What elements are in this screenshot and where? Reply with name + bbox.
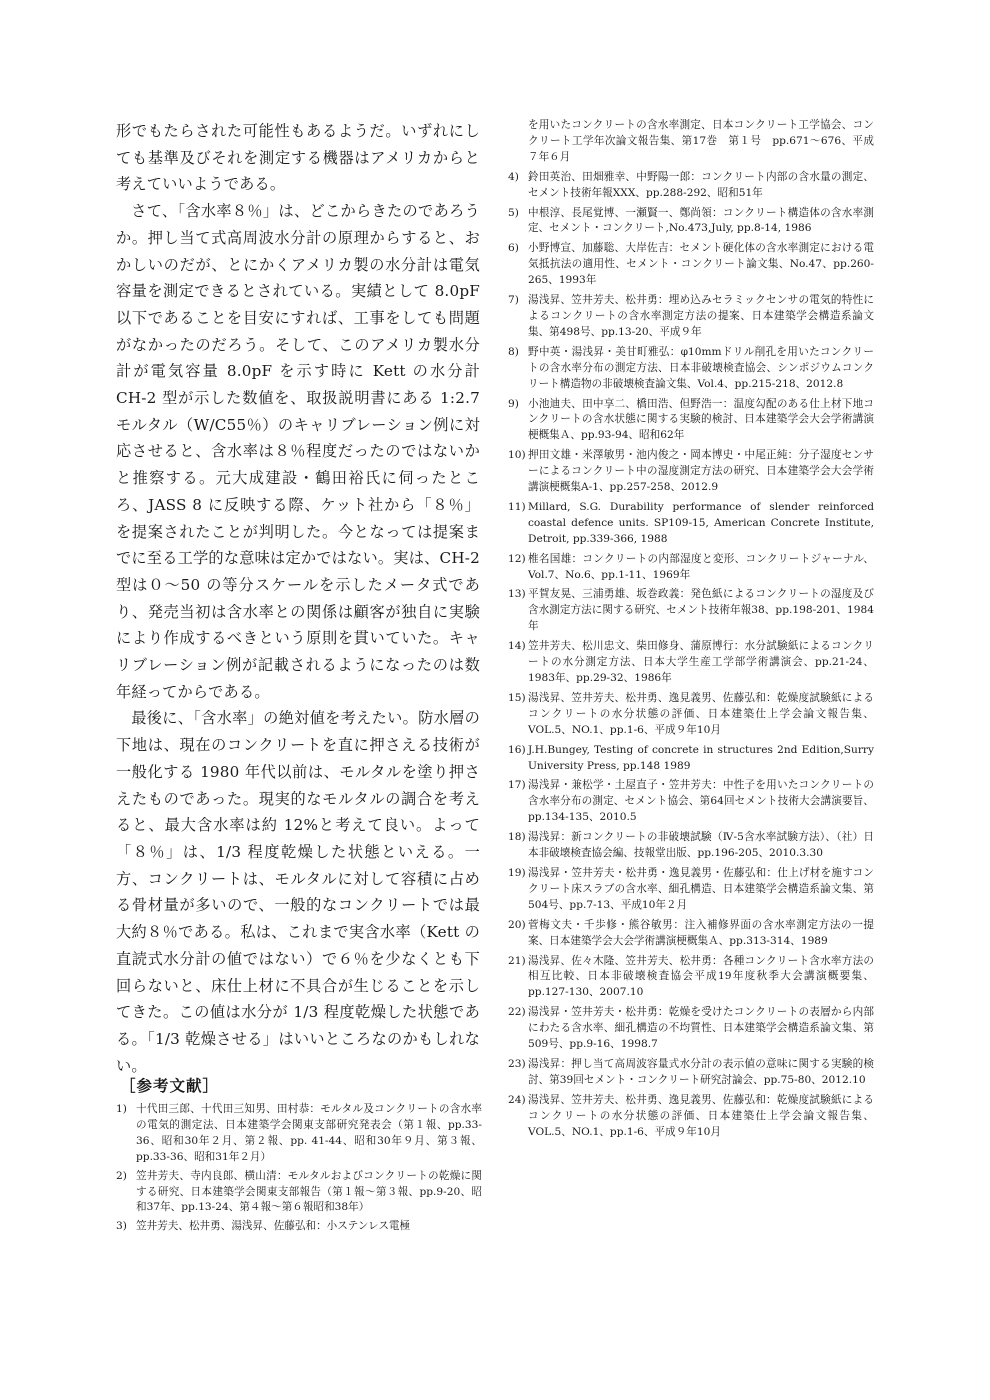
- reference-text: 湯浅昇・笠井芳夫・松井勇：乾燥を受けたコンクリートの表層から内部にわたる含水率、細孔構造の不均質性、日本建築学会構造系論文集、第509号、pp.9-16、1998.7: [528, 1006, 874, 1051]
- reference-number: 8): [508, 345, 519, 358]
- reference-continuation: [508, 118, 874, 166]
- reference-text: 笠井芳夫、松井勇、湯浅昇、佐藤弘和：小ステンレス電極: [136, 1220, 411, 1233]
- reference-item: [508, 639, 874, 687]
- reference-number: 19): [508, 866, 526, 879]
- reference-number: 23): [508, 1057, 526, 1070]
- reference-text: 湯浅昇、笠井芳夫、松井勇：埋め込みセラミックセンサの電気的特性によるコンクリートの含水率測定方法の提案、日本建築学会構造系論文集、第498号、pp.13-20、平成９年: [528, 294, 874, 338]
- reference-text: 湯浅昇、佐々木隆、笠井芳夫、松井勇：各種コンクリート含水率方法の相互比較、日本非破壊検査協会平成19年度秋季大会講演概要集、pp.127-130、2007.10: [528, 954, 874, 999]
- reference-item: [508, 743, 874, 775]
- reference-number: 18): [508, 831, 526, 844]
- reference-item: [508, 1093, 874, 1141]
- reference-number: 14): [508, 640, 526, 653]
- reference-number: 1): [116, 1103, 127, 1115]
- reference-number: 4): [508, 170, 519, 183]
- reference-text: 十代田三郎、十代田三知男、田村恭：モルタル及コンクリートの含水率の電気的測定法、日本建築学会関東支部研究発表会（第１報、pp.33-36、昭和30年２月、第２報、pp. 41-44、昭和30年９月、第３報、pp.33-36、昭和31年２月）: [136, 1103, 482, 1163]
- reference-text: 平賀友晃、三浦勇雄、坂巻政義：発色紙によるコンクリートの湿度及び含水測定方法に関する研究、セメント技術年報38、pp.198-201、1984年: [528, 588, 874, 633]
- reference-number: 11): [508, 500, 526, 513]
- reference-number: 20): [508, 918, 526, 931]
- reference-text: 湯浅昇、笠井芳夫、松井勇、逸見義男、佐藤弘和：乾燥度試験紙によるコンクリートの水分状態の評価、日本建築仕上学会論文報告集、VOL.5、NO.1、pp.1-6、平成９年10月: [528, 1093, 874, 1138]
- reference-item: [508, 397, 874, 445]
- reference-text: 湯浅昇・笠井芳夫・松井勇・逸見義男・佐藤弘和：仕上げ材を施すコンクリート床スラブの含水率、細孔構造、日本建築学会構造系論文集、第504号、pp.7-13、平成10年２月: [528, 866, 874, 911]
- reference-item: [508, 587, 874, 635]
- reference-number: 15): [508, 691, 526, 704]
- reference-text: 湯浅昇：新コンクリートの非破壊試験（Ⅳ-5含水率試験方法）、（社）日本非破壊検査協会編、技報堂出版、pp.196-205、2010.3.30: [528, 831, 874, 860]
- reference-item: [508, 293, 874, 341]
- reference-text: 湯浅昇：押し当て高周波容量式水分計の表示値の意味に関する実験的検討、第39回セメント・コンクリート研究討論会、pp.75-80、2012.10: [528, 1057, 874, 1086]
- reference-text: 小野博宣、加藤聡、大岸佐吉：セメント硬化体の含水率測定における電気抵抗法の適用性、セメント・コンクリート論文集、No.47、pp.260-265、1993年: [528, 242, 874, 287]
- reference-text: 菅梅文夫・千歩修・熊谷敏男：注入補修界面の含水率測定方法の一提案、日本建築学会大会学術講演梗概集Ａ、pp.313-314、1989: [528, 918, 874, 947]
- reference-item: [508, 500, 874, 548]
- reference-list-right: [508, 118, 874, 1144]
- reference-item: [508, 830, 874, 862]
- reference-number: 21): [508, 954, 526, 967]
- reference-item: [116, 1102, 482, 1166]
- reference-text: J.H.Bungey, Testing of concrete in structures 2nd Edition,Surry University Press, pp.148 1989: [528, 743, 874, 772]
- body-paragraph-3: 最後に、「含水率」の絶対値を考えたい。防水層の下地は、現在のコンクリートを直に押さえる技術が一般化する 1980 年代以前は、モルタルを塗り押さえたものであった。現実的なモルタルの調合を考えると、最大含水率は約 12%と考えて良い。よって「８％」は、1/3 程度乾燥した状態といえる。一方、コンクリートは、モルタルに対して容積に占める骨材量が多いので、一般的なコンクリートでは最大約８％である。私は、これまで実含水率（Kett の直読式水分計の値ではない）で６％を少なくとも下回らないと、床仕上材に不具合が生じることを示してきた。この値は水分が 1/3 程度乾燥した状態である。「1/3 乾燥させる」はいいところなのかもしれない。: [116, 709, 480, 1075]
- reference-number: 5): [508, 206, 519, 219]
- reference-item: [508, 552, 874, 584]
- reference-item: [116, 1169, 482, 1217]
- references-heading: ［参考文献］: [120, 1076, 220, 1095]
- reference-number: 22): [508, 1006, 526, 1019]
- reference-item: [508, 1005, 874, 1053]
- reference-number: 24): [508, 1093, 526, 1106]
- reference-number: 17): [508, 779, 526, 792]
- reference-number: 13): [508, 588, 526, 601]
- reference-text: 押田文雄・米澤敏男・池内俊之・岡本博史・中尾正純：分子湿度センサーによるコンクリート中の湿度測定方法の研究、日本建築学会大会学術講演梗概集A-1、pp.257-258、2012.9: [528, 449, 874, 494]
- reference-number: 6): [508, 242, 519, 255]
- reference-list-left: [116, 1102, 482, 1238]
- reference-text: 小池迪夫、田中享二、橋田浩、但野浩一：温度勾配のある仕上材下地コンクリートの含水状態に関する実験的検討、日本建築学会大会学術講演梗概集Ａ、pp.93-94、昭和62年: [528, 397, 874, 442]
- reference-text: を用いたコンクリートの含水率測定、日本コンクリート工学協会、コンクリート工学年次論文報告集、第17巻 第１号 pp.671～676、平成７年６月: [528, 119, 874, 163]
- reference-item: [116, 1219, 482, 1235]
- reference-item: [508, 1057, 874, 1089]
- reference-number: 7): [508, 294, 519, 307]
- reference-number: 2): [116, 1169, 127, 1182]
- reference-item: [508, 954, 874, 1002]
- reference-item: [508, 345, 874, 393]
- reference-text: 野中英・湯浅昇・美甘町雅弘：φ10mmドリル削孔を用いたコンクリートの含水率分布の測定方法、日本非破壊検査協会、シンポジウムコンクリート構造物の非破壊検査論文集、Vol.4、pp.215-218、2012.8: [528, 345, 874, 390]
- reference-number: 9): [508, 397, 519, 410]
- reference-text: 中根淳、長尾覚博、一瀬賢一、鄭尚領：コンクリート構造体の含水率測定、セメント・コンクリート,No.473,July, pp.8-14, 1986: [528, 206, 874, 235]
- reference-number: 3): [116, 1220, 127, 1233]
- reference-text: 椎名国雄：コンクリートの内部湿度と変形、コンクリートジャーナル、Vol.7、No.6、pp.1-11、1969年: [528, 552, 874, 581]
- body-paragraph-1: 形でもたらされた可能性もあるようだ。いずれにしても基準及びそれを測定する機器はアメリカからと考えていいようである。: [116, 122, 480, 194]
- reference-number: 12): [508, 552, 526, 565]
- reference-number: 10): [508, 449, 526, 462]
- reference-item: [508, 206, 874, 238]
- reference-text: 笠井芳夫、寺内良郎、横山清：モルタルおよびコンクリートの乾燥に関する研究、日本建築学会関東支部報告（第１報～第３報、pp.9-20、昭和37年、pp.13-24、第４報～第６報昭和38年）: [136, 1169, 482, 1214]
- reference-text: 笠井芳夫、松川忠文、柴田修身、蒲原博行：水分試験紙によるコンクリートの水分測定方法、日本大学生産工学部学術講演会、pp.21-24、1983年、pp.29-32、1986年: [528, 640, 874, 684]
- reference-item: [508, 866, 874, 914]
- reference-item: [508, 691, 874, 739]
- reference-item: [508, 170, 874, 202]
- reference-item: [508, 918, 874, 950]
- reference-item: [508, 778, 874, 826]
- reference-text: 湯浅昇・兼松学・土屋直子・笠井芳夫：中性子を用いたコンクリートの含水率分布の測定、セメント協会、第64回セメント技術大会講演要旨、pp.134-135、2010.5: [528, 779, 874, 824]
- body-paragraph-2: さて、「含水率８％」は、どこからきたのであろうか。押し当て式高周波水分計の原理からすると、おかしいのだが、とにかくアメリカ製の水分計は電気容量を測定できるとされている。実績として 8.0pF 以下であることを目安にすれば、工事をしても問題がなかったのだろう。そして、このアメリカ製水分計が電気容量 8.0pF を示す時に Kett の水分計 CH-2 型が示した数値を、取扱説明書にある 1:2.7 モルタル（W/C55％）のキャリブレーション例に対応させると、含水率は８％程度だったのではないかと推察する。元大成建設・鶴田裕氏に伺ったところ、JASS 8 に反映する際、ケット社から「８％」を提案されたことが判明した。今となっては提案までに至る工学的な意味は定かではない。実は、CH-2 型は０～50 の等分スケールを示したメータ式であり、発売当初は含水率との関係は顧客が独自に実験により作成するべきという原則を貫いていた。キャリブレーション例が記載されるようになったのは数年経ってからである。: [116, 202, 480, 701]
- reference-text: 鈴田英治、田畑雅幸、中野陽一郎：コンクリート内部の含水量の測定、セメント技術年報XXX、pp.288-292、昭和51年: [528, 170, 874, 199]
- reference-number: 16): [508, 743, 526, 756]
- reference-text: 湯浅昇、笠井芳夫、松井勇、逸見義男、佐藤弘和：乾燥度試験紙によるコンクリートの水分状態の評価、日本建築仕上学会論文報告集、VOL.5、NO.1、pp.1-6、平成９年10月: [528, 691, 874, 736]
- reference-text: Millard, S.G. Durability performance of slender reinforced coastal defence units. SP109-15, American Concrete Institute, Detroit, pp.339-366, 1988: [528, 500, 874, 545]
- reference-item: [508, 448, 874, 496]
- main-text-column: [116, 118, 480, 1079]
- reference-item: [508, 241, 874, 289]
